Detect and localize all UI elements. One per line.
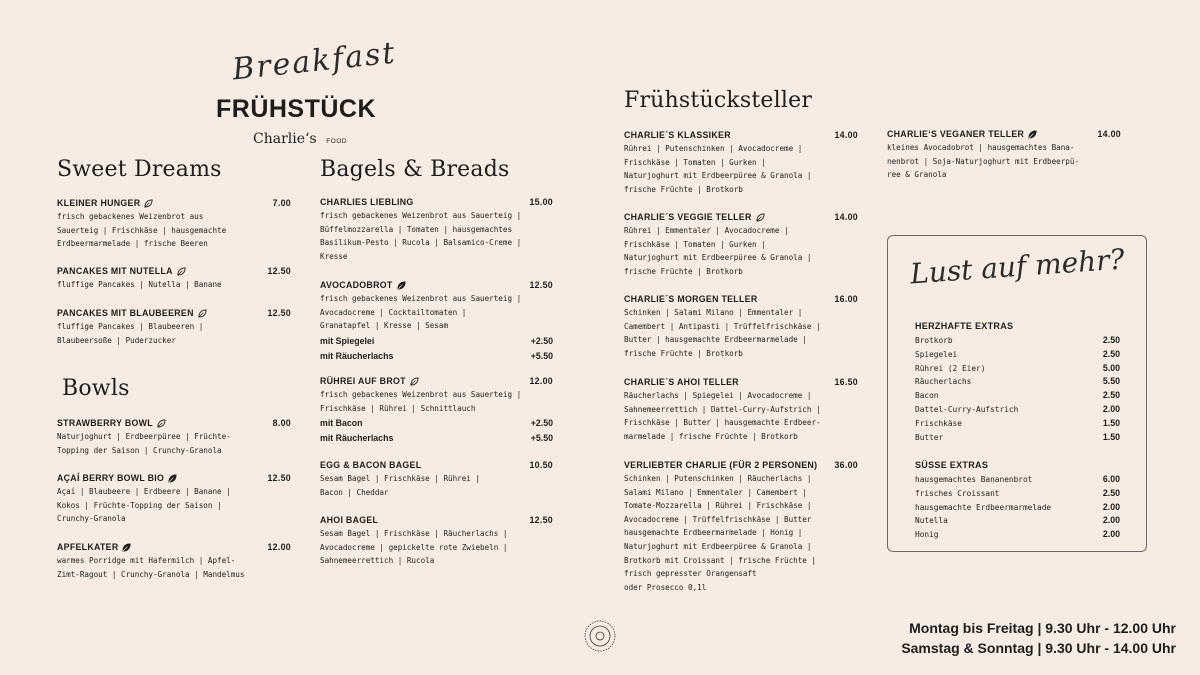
extra-price-row <box>915 528 1120 542</box>
description-line: Räucherlachs | Spiegelei | Avocadocreme | <box>624 391 812 400</box>
extra-price-row <box>915 375 1120 389</box>
vegan-leaf-icon <box>397 281 405 289</box>
menu-item-description <box>887 141 1121 182</box>
extra-price: 2.00 <box>1102 403 1120 414</box>
extra-option-price: +2.50 <box>530 335 553 346</box>
menu-item-name <box>624 212 764 222</box>
menu-item <box>624 212 858 278</box>
menu-item <box>320 515 553 568</box>
description-line: Sesam Bagel | Frischkäse | Rührei | <box>320 474 481 483</box>
menu-item-price: 14.00 <box>834 130 858 140</box>
extra-price-row <box>915 501 1120 515</box>
menu-item-header <box>624 212 858 222</box>
menu-item-header <box>57 473 291 483</box>
menu-item-name <box>320 460 421 470</box>
vegetarian-leaf-icon <box>756 213 764 221</box>
extra-option-label: mit Räucherlachs <box>320 350 394 361</box>
description-line: Büffelmozzarella | Tomaten | hausgemachtes <box>320 224 513 234</box>
menu-item <box>624 294 858 360</box>
menu-item-name-text: EGG & BACON BAGEL <box>320 460 422 470</box>
menu-item-name <box>57 198 152 208</box>
menu-item-price: 10.50 <box>529 460 553 470</box>
menu-item <box>57 308 291 347</box>
extra-price: 5.00 <box>1102 362 1120 373</box>
extra-price-row <box>915 417 1120 431</box>
description-line: frisch gepresster Orangensaft <box>624 569 757 579</box>
charlies-logo-icon <box>584 620 616 652</box>
extra-label: hausgemachtes Bananenbrot <box>915 475 1033 484</box>
description-line: Frischkäse | Butter | hausgemachte Erdbeer- <box>624 418 821 428</box>
item-extra-option <box>320 416 553 430</box>
extra-label: hausgemachte Erdbeermarmelade <box>915 502 1052 512</box>
menu-item <box>320 460 553 499</box>
brand-name: Charlie‘s <box>253 131 317 147</box>
weekend-label: Samstag & Sonntag <box>901 640 1034 656</box>
extra-price-row <box>915 362 1120 376</box>
description-line: Naturjoghurt mit Erdbeerpüree & Granola | <box>624 541 812 551</box>
menu-item-price: 16.00 <box>834 294 858 304</box>
menu-item-price: 12.50 <box>267 473 291 483</box>
menu-item <box>320 197 553 263</box>
extra-price-row <box>915 403 1120 417</box>
section-title-bowls: Bowls <box>62 376 130 401</box>
description-line: Tomate-Mozzarella | Rührei | Frischkäse | <box>624 501 812 511</box>
description-line: frisch gebackenes Weizenbrot aus <box>57 212 204 221</box>
description-line: frisch gebackenes Weizenbrot aus Sauerteig | <box>320 294 522 303</box>
weekend-time: 9.30 Uhr - 14.00 Uhr <box>1045 640 1176 656</box>
sweet-extras <box>915 460 1120 542</box>
menu-item-name-text: PANCAKES MIT NUTELLA <box>57 266 173 276</box>
menu-item-name <box>624 130 731 140</box>
menu-item <box>320 280 553 363</box>
menu-item <box>57 542 291 581</box>
menu-item-description <box>57 485 291 526</box>
brand <box>253 128 347 147</box>
menu-item-header <box>57 266 291 276</box>
vegan-leaf-icon <box>1028 130 1036 138</box>
extra-option-label: mit Bacon <box>320 418 363 429</box>
menu-item-description <box>320 472 553 499</box>
hours-weekend: Samstag & Sonntag | 9.30 Uhr - 14.00 Uhr <box>901 640 1176 656</box>
menu-item-price: 12.50 <box>267 266 291 276</box>
extra-option-price: +2.50 <box>530 418 553 429</box>
extra-label: Räucherlachs <box>915 377 972 387</box>
menu-item-name <box>624 377 739 387</box>
description-line: Avocadocreme | gepickelte rote Zwiebeln | <box>320 542 508 552</box>
description-line: nenbrot | Soja-Naturjoghurt mit Erdbeerpü- <box>887 156 1080 166</box>
brand-suffix: FOOD <box>326 138 348 145</box>
description-line: Sahnemeerrettich | Rucola <box>320 556 435 566</box>
description-line: Frischkäse | Rührei | Schnittlauch <box>320 403 476 413</box>
menu-item-name-text: CHARLIES LIEBLING <box>320 197 414 207</box>
menu-item-name <box>320 197 414 207</box>
extra-label: Brotkorb <box>915 336 953 345</box>
menu-item-description <box>320 388 553 415</box>
menu-item-name-text: CHARLIE‘S VEGANER TELLER <box>887 129 1025 139</box>
description-line: Frischkäse | Tomaten | Gurken | <box>624 239 766 249</box>
menu-item <box>624 460 858 594</box>
menu-item-description <box>57 320 291 347</box>
description-line: Brotkorb mit Croissant | frische Früchte | <box>624 555 817 565</box>
vegetarian-leaf-icon <box>157 419 165 427</box>
menu-item-description <box>320 209 553 263</box>
description-line: Topping der Saison | Crunchy-Granola <box>57 445 222 455</box>
vegetarian-leaf-icon <box>410 377 418 385</box>
menu-item-name-text: KLEINER HUNGER <box>57 198 141 208</box>
menu-item-name-text: CHARLIE´S MORGEN TELLER <box>624 294 758 304</box>
description-line: Kresse <box>320 251 348 261</box>
menu-item-name-text: AHOI BAGEL <box>320 515 379 525</box>
description-line: Schinken | Salami Milano | Emmentaler | <box>624 308 803 317</box>
menu-item-price: 12.00 <box>267 542 291 552</box>
extra-label: frisches Croissant <box>915 488 1000 498</box>
extra-price-row <box>915 431 1120 445</box>
description-line: Crunchy-Granola <box>57 514 126 524</box>
extra-price: 1.50 <box>1102 431 1120 442</box>
vegetarian-leaf-icon <box>144 199 152 207</box>
menu-item-price: 12.50 <box>267 308 291 318</box>
extra-label: Honig <box>915 530 939 540</box>
menu-item-name-text: CHARLIE´S AHOI TELLER <box>624 377 739 387</box>
hours-weekdays: Montag bis Freitag | 9.30 Uhr - 12.00 Uhr <box>909 620 1176 636</box>
menu-item-price: 12.00 <box>529 376 553 386</box>
description-line: Erdbeermarmelade | frische Beeren <box>57 239 208 249</box>
vegetarian-leaf-icon <box>198 309 206 317</box>
menu-item <box>57 473 291 526</box>
extra-option-label: mit Räucherlachs <box>320 433 394 444</box>
description-line: frisch gebackenes Weizenbrot aus Sauerteig | <box>320 211 522 220</box>
extra-price: 2.50 <box>1102 335 1120 345</box>
description-line: Butter | hausgemachte Erdbeermarmelade | <box>624 335 807 345</box>
menu-item <box>624 377 858 443</box>
menu-item-price: 8.00 <box>272 418 291 428</box>
extra-price-row <box>915 348 1120 362</box>
description-line: kleines Avocadobrot | hausgemachtes Bana- <box>887 143 1075 152</box>
extra-price-row <box>915 487 1120 501</box>
description-line: Sahnemeerrettich | Dattel-Curry-Aufstrich | <box>624 404 821 414</box>
description-line: Sesam Bagel | Frischkäse | Räucherlachs | <box>320 529 508 538</box>
extras-box-title: Lust auf mehr? <box>909 242 1126 291</box>
description-line: Kokos | Früchte-Topping der Saison | <box>57 500 222 510</box>
menu-item-name <box>624 294 757 304</box>
item-extra-option <box>320 334 553 348</box>
description-line: Zimt-Ragout | Crunchy-Granola | Mandelmus <box>57 569 245 579</box>
savory-extras-title: HERZHAFTE EXTRAS <box>915 321 1014 331</box>
menu-item-name <box>57 542 130 552</box>
extra-price: 2.00 <box>1102 515 1120 526</box>
sweet-extras-title: SÜSSE EXTRAS <box>915 460 989 470</box>
menu-item-name-text: AVOCADOBROT <box>320 280 393 290</box>
menu-item <box>57 418 291 457</box>
menu-item-header <box>624 377 858 387</box>
savory-extras <box>915 321 1120 444</box>
menu-item-name <box>57 418 165 428</box>
description-line: Blaubeersoße | Puderzucker <box>57 335 176 345</box>
menu-item <box>887 129 1121 182</box>
menu-item-name <box>320 515 378 525</box>
extra-option-label: mit Spiegelei <box>320 335 375 346</box>
menu-item-price: 14.00 <box>834 212 858 222</box>
menu-item-header <box>887 129 1121 139</box>
extra-price-row <box>915 514 1120 528</box>
menu-item-description <box>57 210 291 251</box>
menu-item <box>57 198 291 251</box>
menu-item-price: 7.00 <box>272 198 291 208</box>
extra-label: Butter <box>915 432 944 442</box>
item-extra-option <box>320 431 553 445</box>
extra-label: Frischkäse <box>915 418 962 428</box>
menu-item-name-text: RÜHREI AUF BROT <box>320 376 406 386</box>
menu-item-header <box>57 542 291 552</box>
description-line: Rührei | Emmentaler | Avocadocreme | <box>624 226 789 235</box>
menu-item-name <box>320 280 405 290</box>
menu-item-price: 14.00 <box>1097 129 1121 139</box>
description-line: Sauerteig | Frischkäse | hausgemachte <box>57 225 227 235</box>
description-line: hausgemachte Erdbeermarmelade | Honig | <box>624 528 803 538</box>
description-line: Frischkäse | Tomaten | Gurken | <box>624 157 766 167</box>
extra-price: 2.00 <box>1102 501 1120 512</box>
extra-label: Rührei (2 Eier) <box>915 363 986 373</box>
menu-item-name-text: PANCAKES MIT BLAUBEEREN <box>57 308 194 318</box>
menu-item-description <box>624 306 858 360</box>
menu-item-header <box>320 197 553 207</box>
menu-item <box>320 376 553 445</box>
description-line: frische Früchte | Brotkorb <box>624 348 743 358</box>
menu-item-name-text: CHARLIE´S KLASSIKER <box>624 130 731 140</box>
menu-item-header <box>57 418 291 428</box>
menu-item-name <box>57 308 206 318</box>
header-logo <box>200 35 400 152</box>
menu-item-header <box>320 376 553 386</box>
menu-item-name-text: AÇAÍ BERRY BOWL BIO <box>57 473 165 483</box>
description-line: Camembert | Antipasti | Trüffelfrischkäse | <box>624 321 821 331</box>
menu-item-header <box>624 130 858 140</box>
menu-item <box>57 266 291 292</box>
extra-price: 5.50 <box>1102 376 1120 387</box>
item-extra-option <box>320 349 553 363</box>
description-line: frische Früchte | Brotkorb <box>624 184 743 194</box>
extras-box <box>887 235 1147 552</box>
menu-item-description <box>320 527 553 568</box>
extra-option-price: +5.50 <box>530 433 553 444</box>
description-line: Naturjoghurt mit Erdbeerpüree & Granola | <box>624 171 812 181</box>
description-line: Naturjoghurt mit Erdbeerpüree & Granola | <box>624 253 812 263</box>
vegan-leaf-icon <box>122 543 130 551</box>
description-line: fluffige Pancakes | Blaubeeren | <box>57 322 204 331</box>
extra-label: Nutella <box>915 516 948 526</box>
menu-item-price: 36.00 <box>834 460 858 470</box>
description-line: frische Früchte | Brotkorb <box>624 266 743 276</box>
menu-item-description <box>624 224 858 278</box>
section-title-fruehstuecksteller: Frühstücksteller <box>624 88 813 113</box>
menu-item-name-text: VERLIEBTER CHARLIE (FÜR 2 PERSONEN) <box>624 460 818 470</box>
opening-hours <box>901 618 1176 658</box>
description-line: Avocadocreme | Trüffelfrischkäse | Butter <box>624 514 812 524</box>
menu-item-header <box>320 460 553 470</box>
menu-item-description <box>57 430 291 457</box>
description-line: warmes Porridge mit Hafermilch | Apfel- <box>57 556 236 565</box>
extra-price: 2.00 <box>1102 529 1120 540</box>
extra-label: Dattel-Curry-Aufstrich <box>915 404 1019 414</box>
description-line: Açaí | Blaubeere | Erdbeere | Banane | <box>57 487 231 496</box>
menu-item-price: 16.50 <box>834 377 858 387</box>
description-line: Rührei | Putenschinken | Avocadocreme | <box>624 144 803 153</box>
menu-item-name-text: CHARLIE´S VEGGIE TELLER <box>624 212 752 222</box>
menu-item-header <box>624 294 858 304</box>
description-line: Bacon | Cheddar <box>320 487 389 497</box>
menu-item-price: 12.50 <box>529 515 553 525</box>
menu-item-name <box>57 266 185 276</box>
vegan-leaf-icon <box>168 474 176 482</box>
weekdays-time: 9.30 Uhr - 12.00 Uhr <box>1045 620 1176 636</box>
description-line: oder Prosecco 0,1l <box>624 582 707 592</box>
breakfast-script: Breakfast <box>230 35 399 88</box>
menu-item-header <box>57 198 291 208</box>
extra-label: Bacon <box>915 391 939 401</box>
extra-price: 6.00 <box>1102 474 1120 484</box>
menu-item-price: 12.50 <box>529 280 553 290</box>
menu-item-name <box>624 460 817 470</box>
description-line: Granatapfel | Kresse | Sesam <box>320 321 449 331</box>
extra-label: Spiegelei <box>915 349 958 359</box>
extra-price-row <box>915 389 1120 403</box>
extra-price: 2.50 <box>1102 487 1120 498</box>
extra-price-row <box>915 473 1120 487</box>
menu-item-description <box>320 292 553 333</box>
menu-item-description <box>57 278 291 292</box>
section-title-sweet-dreams: Sweet Dreams <box>57 157 222 182</box>
description-line: frisch gebackenes Weizenbrot aus Sauerteig | <box>320 390 522 399</box>
description-line: fluffige Pancakes | Nutella | Banane <box>57 280 222 289</box>
extra-price: 1.50 <box>1102 417 1120 428</box>
menu-item-name-text: APFELKATER <box>57 542 119 552</box>
menu-item-price: 15.00 <box>529 197 553 207</box>
page-title: FRÜHSTÜCK <box>216 95 377 123</box>
menu-item-name <box>887 129 1036 139</box>
menu-item-description <box>624 142 858 196</box>
description-line: Schinken | Putenschinken | Räucherlachs | <box>624 474 812 483</box>
menu-item-header <box>57 308 291 318</box>
weekdays-label: Montag bis Freitag <box>909 620 1034 636</box>
menu-item-description <box>57 554 291 581</box>
menu-item-header <box>624 460 858 470</box>
menu-item-header <box>320 515 553 525</box>
extra-price: 2.50 <box>1102 390 1120 401</box>
description-line: marmelade | frische Früchte | Brotkorb <box>624 431 798 441</box>
menu-item <box>624 130 858 196</box>
menu-item-description <box>624 389 858 443</box>
menu-item-name <box>57 473 176 483</box>
description-line: ree & Granola <box>887 170 947 180</box>
section-title-bagels-breads: Bagels & Breads <box>320 157 510 182</box>
extra-option-price: +5.50 <box>530 350 553 361</box>
description-line: Salami Milano | Emmentaler | Camembert | <box>624 487 807 497</box>
menu-item-description <box>624 472 858 594</box>
menu-item-name-text: STRAWBERRY BOWL <box>57 418 153 428</box>
description-line: Basilikum-Pesto | Rucola | Balsamico-Creme | <box>320 238 522 248</box>
menu-item-name <box>320 376 418 386</box>
extra-price-row <box>915 334 1120 348</box>
menu-item-header <box>320 280 553 290</box>
description-line: Avocadocreme | Cocktailtomaten | <box>320 307 467 317</box>
description-line: Naturjoghurt | Erdbeerpüree | Früchte- <box>57 432 231 441</box>
vegetarian-leaf-icon <box>177 267 185 275</box>
extra-price: 2.50 <box>1102 348 1120 359</box>
